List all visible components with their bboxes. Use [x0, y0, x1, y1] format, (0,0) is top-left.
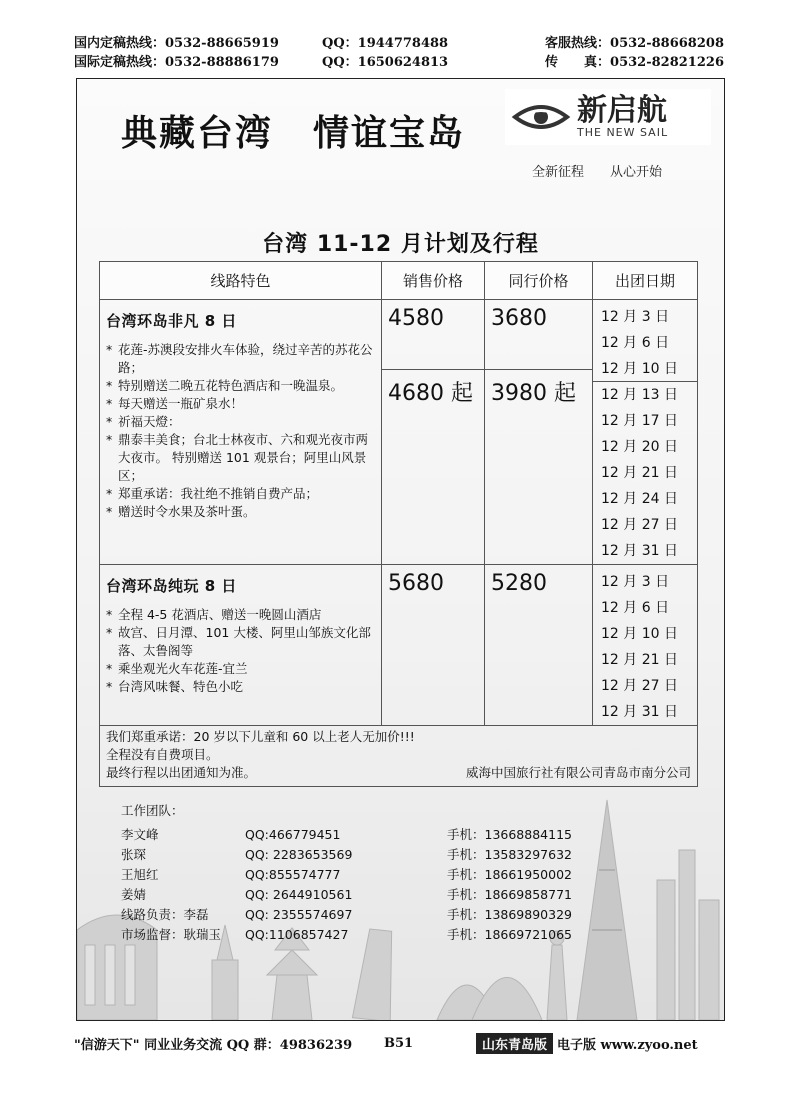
route1-feature: * 鼎泰丰美食；台北士林夜市、六和观光夜市两大夜市。 特别赠送 101 观景台；阿里山风景区； [106, 431, 375, 485]
departure-date: 12 月 31 日 [601, 704, 678, 720]
list-item [121, 825, 641, 845]
departure-date: 12 月 27 日 [601, 678, 678, 694]
route1-feature: * 郑重承诺：我社绝不推销自费产品； [106, 485, 375, 503]
member-phone: 手机：18661950002 [447, 867, 572, 882]
website-link[interactable]: 电子版 www.zyoo.net [557, 1038, 698, 1053]
qq-number-1: QQ：1944778488 [322, 36, 449, 51]
fax-number: 传 真：0532-82821226 [545, 55, 724, 70]
domestic-hotline: 国内定稿热线：0532-88665919 [74, 36, 279, 51]
route1-dates-cell [593, 300, 698, 565]
departure-date: 12 月 13 日 [601, 387, 678, 403]
route1-peer-price-a: 3680 [485, 300, 593, 370]
member-name: 线路负责：李磊 [121, 907, 209, 922]
list-item [121, 925, 641, 945]
headline [121, 105, 465, 156]
departure-date: 12 月 3 日 [601, 574, 670, 590]
departure-date: 12 月 10 日 [601, 361, 678, 377]
header-sale-price: 销售价格 [382, 262, 485, 300]
edition-badge: 山东青岛版 [476, 1033, 553, 1054]
logo-english: THE NEW SAIL [577, 126, 669, 139]
table-row [100, 300, 698, 370]
headline-part2: 情谊宝岛 [313, 113, 466, 154]
member-name: 张琛 [121, 847, 147, 862]
advert-frame [76, 78, 725, 1021]
route1-feature: * 花莲-苏澳段安排火车体验，绕过辛苦的苏花公路； [106, 341, 375, 377]
route1-peer-price-b: 3980 起 [485, 370, 593, 565]
logo-chinese: 新启航 [577, 93, 667, 128]
international-hotline: 国际定稿热线：0532-88886179 [74, 55, 279, 70]
list-item [121, 885, 641, 905]
member-name: 王旭红 [121, 867, 159, 882]
footer-qq-group: "信游天下" 同业业务交流 QQ 群：49836239 [74, 1038, 353, 1053]
route2-feature: * 全程 4-5 花酒店、赠送一晚圆山酒店 [106, 606, 375, 624]
member-qq: QQ:855574777 [245, 867, 341, 882]
member-name: 市场监督：耿瑞玉 [121, 927, 222, 942]
route1-feature: * 每天赠送一瓶矿泉水！ [106, 395, 375, 413]
note-line: 最终行程以出团通知为准。 [106, 765, 257, 780]
route2-feature: * 故宫、日月潭、101 大楼、阿里山邹族文化部落、太鲁阁等 [106, 624, 375, 660]
company-name: 威海中国旅行社有限公司青岛市南分公司 [465, 765, 691, 780]
route2-dates-cell [593, 565, 698, 726]
departure-date: 12 月 27 日 [601, 517, 678, 533]
departure-date: 12 月 24 日 [601, 491, 678, 507]
page-number: B51 [384, 1036, 414, 1051]
team-heading: 工作团队： [121, 803, 184, 818]
header-departure-date: 出团日期 [593, 262, 698, 300]
header-peer-price: 同行价格 [485, 262, 593, 300]
member-qq: QQ: 2355574697 [245, 907, 353, 922]
route2-feature: * 台湾风味餐、特色小吃 [106, 678, 375, 696]
departure-date: 12 月 3 日 [601, 309, 670, 325]
table-notes-row [100, 726, 698, 787]
plan-title: 台湾 11-12 月计划及行程 [262, 232, 539, 257]
route2-sale-price: 5680 [382, 565, 485, 726]
route1-feature: * 赠送时令水果及茶叶蛋。 [106, 503, 375, 521]
list-item [121, 905, 641, 925]
departure-date: 12 月 21 日 [601, 465, 678, 481]
departure-date: 12 月 31 日 [601, 543, 678, 559]
qq-number-2: QQ：1650624813 [322, 55, 449, 70]
slogan-b: 从心开始 [610, 165, 663, 180]
route1-sale-price-b: 4680 起 [382, 370, 485, 565]
logo [505, 89, 711, 145]
route2-title: 台湾环岛纯玩 8 日 [106, 577, 237, 595]
departure-date: 12 月 21 日 [601, 652, 678, 668]
member-phone: 手机：13869890329 [447, 907, 572, 922]
slogan-a: 全新征程 [532, 165, 585, 180]
route1-cell [100, 300, 382, 565]
member-qq: QQ:466779451 [245, 827, 341, 842]
notes-cell [100, 726, 698, 787]
headline-part1: 典藏台湾 [121, 113, 274, 154]
member-name: 姜婧 [121, 887, 147, 902]
route2-peer-price: 5280 [485, 565, 593, 726]
departure-date: 12 月 20 日 [601, 439, 678, 455]
member-qq: QQ: 2283653569 [245, 847, 353, 862]
member-qq: QQ:1106857427 [245, 927, 349, 942]
member-phone: 手机：18669721065 [447, 927, 572, 942]
member-phone: 手机：18669858771 [447, 887, 572, 902]
note-line: 我们郑重承诺：20 岁以下儿童和 60 以上老人无加价!!! [106, 729, 415, 744]
team-section [121, 801, 641, 945]
itinerary-table [99, 261, 697, 787]
list-item [121, 865, 641, 885]
member-phone: 手机：13583297632 [447, 847, 572, 862]
header-route: 线路特色 [100, 262, 382, 300]
departure-date: 12 月 6 日 [601, 335, 670, 351]
route1-feature: * 特别赠送二晚五花特色酒店和一晚温泉。 [106, 377, 375, 395]
member-phone: 手机：13668884115 [447, 827, 572, 842]
table-row [100, 565, 698, 726]
slogan [532, 161, 688, 180]
route1-feature: * 祈福天燈： [106, 413, 375, 431]
route1-title: 台湾环岛非凡 8 日 [106, 312, 237, 330]
sail-eye-icon [511, 95, 571, 139]
table-header-row [100, 262, 698, 300]
departure-date: 12 月 10 日 [601, 626, 678, 642]
service-hotline: 客服热线：0532-88668208 [545, 36, 724, 51]
top-contact-info [74, 34, 724, 72]
departure-date: 12 月 6 日 [601, 600, 670, 616]
member-qq: QQ: 2644910561 [245, 887, 353, 902]
member-name: 李文峰 [121, 827, 159, 842]
footer-bar [74, 1033, 724, 1054]
route1-sale-price-a: 4580 [382, 300, 485, 370]
departure-date: 12 月 17 日 [601, 413, 678, 429]
list-item [121, 845, 641, 865]
note-line: 全程没有自费项目。 [106, 747, 219, 762]
route2-cell [100, 565, 382, 726]
route2-feature: * 乘坐观光火车花莲-宜兰 [106, 660, 375, 678]
